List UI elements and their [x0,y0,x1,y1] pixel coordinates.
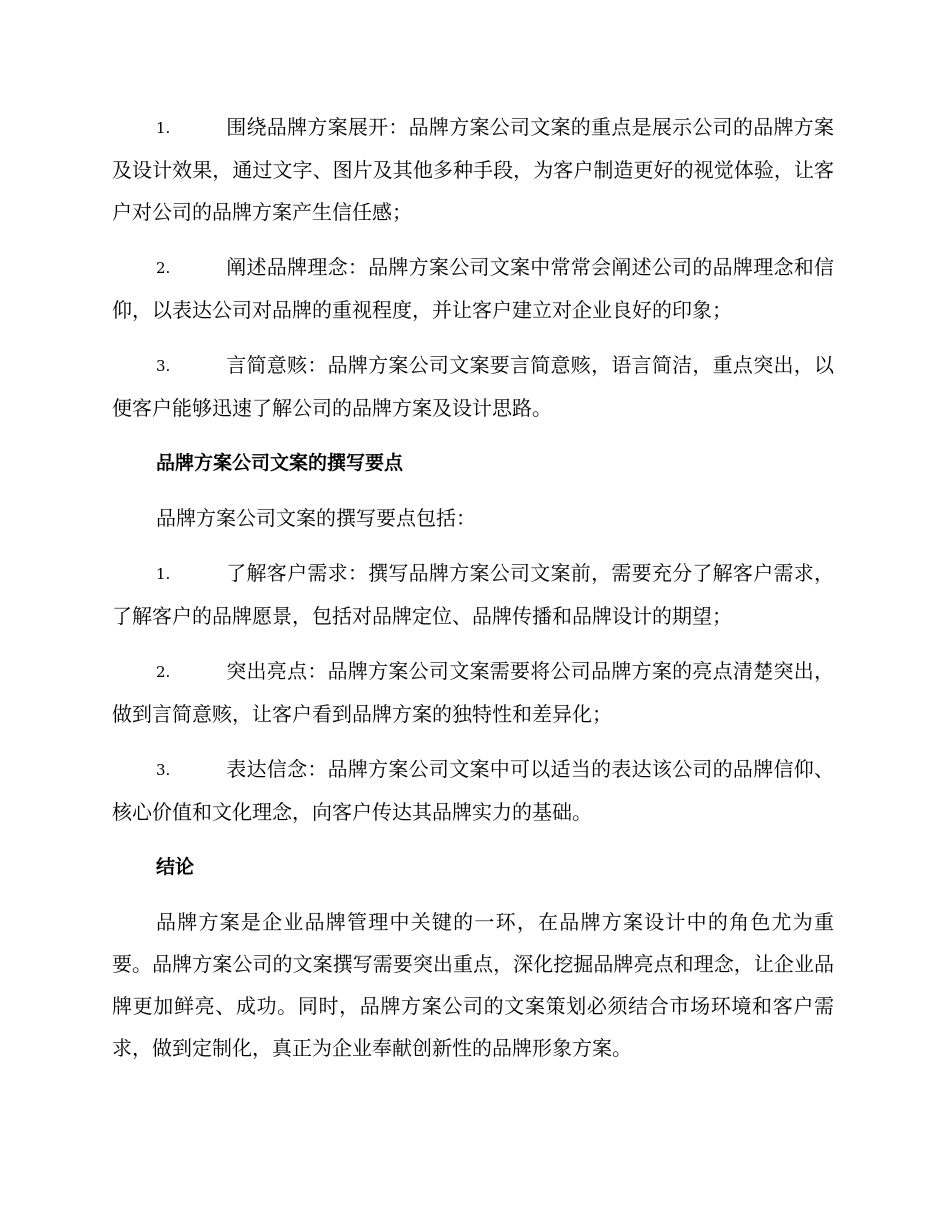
list-item [112,650,834,735]
list-number: 2. [156,663,171,681]
list-number: 1. [156,565,171,583]
section-intro: 品牌方案公司文案的撰写要点包括： [156,506,476,530]
list-item [112,246,834,331]
document-page [112,106,834,1082]
list-item [112,344,834,429]
list-item-text: 言简意赅：品牌方案公司文案要言简意赅，语言简洁，重点突出，以便客户能够迅速了解公司的品牌方案及设计思路。 [112,353,834,420]
list-item-text: 围绕品牌方案展开：品牌方案公司文案的重点是展示公司的品牌方案及设计效果，通过文字、图片及其他多种手段，为客户制造更好的视觉体验，让客户对公司的品牌方案产生信任感； [112,115,834,224]
section-heading-writing-points: 品牌方案公司文案的撰写要点 [156,452,404,474]
list-item-text: 了解客户需求：撰写品牌方案公司文案前，需要充分了解客户需求，了解客户的品牌愿景，包括对品牌定位、品牌传播和品牌设计的期望； [112,561,834,628]
list-number: 3. [156,357,171,375]
list-number: 2. [156,259,171,277]
list-item-text: 阐述品牌理念：品牌方案公司文案中常常会阐述公司的品牌理念和信仰，以表达公司对品牌的重视程度，并让客户建立对企业良好的印象； [112,255,834,322]
conclusion-paragraph: 品牌方案是企业品牌管理中关键的一环，在品牌方案设计中的角色尤为重要。品牌方案公司的文案撰写需要突出重点，深化挖掘品牌亮点和理念，让企业品牌更加鲜亮、成功。同时，品牌方案公司的文案策划必须结合市场环境和客户需求，做到定制化，真正为企业奉献创新性的品牌形象方案。 [112,910,834,1060]
list-number: 1. [156,119,171,137]
list-number: 3. [156,761,171,779]
list-item [112,552,834,637]
list-item-text: 表达信念：品牌方案公司文案中可以适当的表达该公司的品牌信仰、核心价值和文化理念，向客户传达其品牌实力的基础。 [112,757,834,824]
list-item-text: 突出亮点：品牌方案公司文案需要将公司品牌方案的亮点清楚突出，做到言简意赅，让客户看到品牌方案的独特性和差异化； [112,659,834,726]
list-item [112,106,834,233]
list-item [112,748,834,833]
section-heading-conclusion: 结论 [156,856,195,878]
